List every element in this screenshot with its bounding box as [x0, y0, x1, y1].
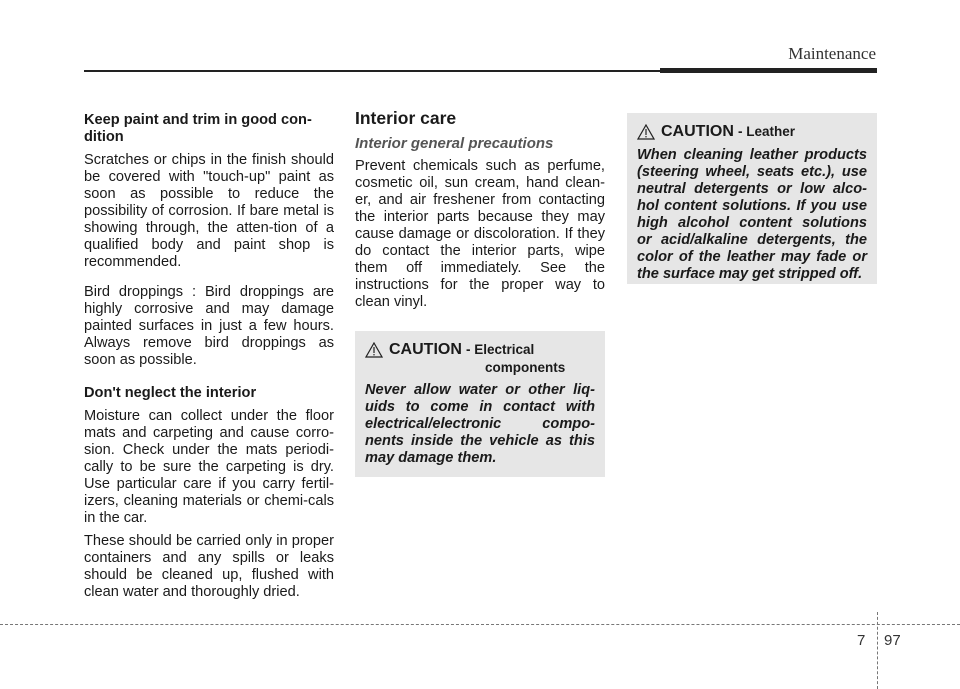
- warning-triangle-icon: [637, 124, 655, 140]
- left-column: [84, 108, 334, 614]
- caution-leather-box: [627, 113, 877, 284]
- interior-heading: Don't neglect the interior: [84, 385, 257, 401]
- header-rule-thick: [660, 68, 877, 73]
- page-header-title: Maintenance: [788, 44, 876, 63]
- middle-column: [355, 108, 605, 477]
- footer-dashed-rule: [0, 624, 960, 625]
- caution-electrical-body: Never allow water or other liq-uids to come in contact with electrical/electronic compo-nents inside the vehicle as this may damage them.: [365, 382, 595, 466]
- caution-electrical-box: [355, 331, 605, 477]
- footer-dashed-divider: [877, 612, 878, 689]
- chapter-number: 7: [857, 632, 866, 649]
- caution-electrical-subject-line2: components: [485, 360, 566, 375]
- caution-leather-body: When cleaning leather products (steering wheel, seats etc.), use neutral detergents or low alco-hol content solutions. If you use high alcohol content solutions or acid/alkaline detergents, the color of the leather may fade or the surface may get stripped off.: [637, 147, 867, 282]
- caution-leather-word: CAUTION: [661, 123, 734, 140]
- header-rule-thin: [84, 70, 660, 72]
- containers-paragraph: These should be carried only in proper containers and any spills or leaks should be cleaned up, flushed with clean water and thoroughly dried.: [84, 533, 334, 600]
- right-column: [627, 113, 877, 284]
- bird-droppings-paragraph: Bird droppings : Bird droppings are highly corrosive and may damage painted surfaces in just a few hours. Always remove bird droppings as soon as possible.: [84, 284, 334, 368]
- paint-trim-paragraph: Scratches or chips in the finish should be covered with "touch-up" paint as soon as possible to reduce the possibility of corrosion. If bare metal is showing through, the atten-tion of a qualified body and paint shop is recommended.: [84, 152, 334, 270]
- caution-leather-subject: - Leather: [737, 124, 795, 139]
- caution-electrical-word: CAUTION: [389, 341, 462, 358]
- warning-triangle-icon: [365, 342, 383, 358]
- paint-trim-heading: Keep paint and trim in good con-dition: [84, 112, 312, 145]
- caution-electrical-subject: - Electrical: [465, 342, 535, 357]
- interior-precautions-paragraph: Prevent chemicals such as perfume, cosmetic oil, sun cream, hand clean-er, and air freshener from contacting the interior parts because they may cause damage or discoloration. If they do contact the interior parts, wipe them off immediately. See the instructions for the proper way to clean vinyl.: [355, 158, 605, 310]
- interior-care-title: Interior care: [355, 108, 457, 128]
- moisture-paragraph: Moisture can collect under the floor mats and carpeting and cause corro-sion. Check under the mats periodi-cally to be sure the carpeting is dry. Use particular care if you carry fertil-izers, cleaning materials or chemi-cals in the car.: [84, 408, 334, 526]
- page-number: 97: [884, 632, 901, 649]
- interior-precautions-subtitle: Interior general precautions: [355, 135, 554, 152]
